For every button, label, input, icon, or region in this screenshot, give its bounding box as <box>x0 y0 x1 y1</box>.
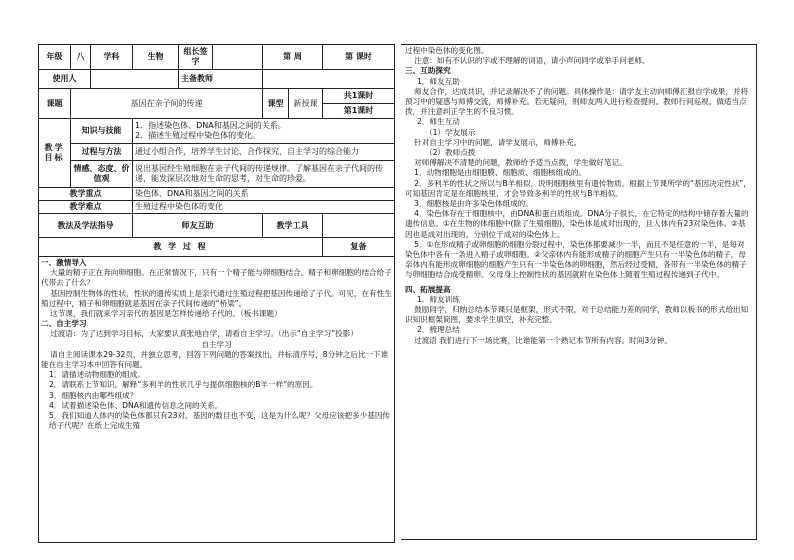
question-4: 4．试着描述染色体、DNA和遗传信息之间的关系。 <box>49 400 223 410</box>
group-sign-label: 组长签字 <box>179 45 213 70</box>
knowledge-value <box>133 119 395 144</box>
row-process-header <box>39 238 395 257</box>
knowledge-label: 知识与技能 <box>71 119 133 144</box>
user-value <box>91 70 179 89</box>
difficulty-value: 生殖过程中染色体的变化 <box>133 201 395 214</box>
subject-label: 学科 <box>91 45 133 70</box>
row-header-1 <box>39 45 395 70</box>
row-difficulty <box>39 201 395 214</box>
method-value: 师友互助 <box>133 214 263 238</box>
summary-paragraph: 过渡语 我们进行下一场比赛，比谁能第一个熟记本节所有内容。时间3分钟。 <box>414 335 672 345</box>
summary-title: 2．梳理总结 <box>417 325 460 335</box>
key-point-label: 教学重点 <box>39 188 133 201</box>
current-hour: 第1课时 <box>323 104 395 119</box>
note-paragraph: 注意：如有不认识的字或不理解的词语，请小声问同学或举手问老师。 <box>414 56 650 66</box>
training-paragraph: 鼓励同学，归纳总结本节课只是框架，形式不限，对于总结能力差的同学，教师以板书的形式给出知识知识框架简图，要求学生填空，补充完整。 <box>405 305 749 325</box>
question-2: 2．请联系上节知识，解释“多利羊的性状几乎与提供细胞核的B羊一样”的原因。 <box>49 380 318 390</box>
goals-label: 教学目标 <box>39 119 71 188</box>
answer-2: 2．多利羊的性状之所以与B羊相似，说明细胞核里有遗传物质。根据上节课所学的“基因决定性状”，可知基因肯定是在细胞核里，才会导致多利羊的性状与B羊相似。 <box>405 178 751 198</box>
lesson-table-container <box>38 44 394 543</box>
subject-value: 生物 <box>133 45 179 70</box>
row-process-body <box>39 257 395 543</box>
student-showcase-title: （1）学友展示 <box>425 127 476 137</box>
section-self-study-title: 二、自主学习 <box>41 319 87 329</box>
process-continuation-column <box>401 44 757 540</box>
teacher-student-title: 2．师生互动 <box>417 117 460 127</box>
tools-label: 教学工具 <box>263 214 323 238</box>
section-extension-title: 四、拓展提高 <box>405 284 451 294</box>
continuation-line: 过程中染色体的变化图。 <box>405 46 489 55</box>
total-hours: 共1课时 <box>323 89 395 104</box>
period-label: 第 课时 <box>323 45 395 70</box>
self-study-center-title: 自主学习 <box>201 339 232 349</box>
user-label: 使用人 <box>39 70 91 89</box>
topic-label: 课题 <box>39 89 71 119</box>
answer-5: 5．①在形成精子或卵细胞的细胞分裂过程中，染色体都要减少一半，而且不是任意的一半，是每对染色体中各有一条进入精子或卵细胞。②父亲体内有能形成精子的细胞产生只有一半染色体的精子，母亲体内有能形成卵细胞的细胞产生只有一半染色体的卵细胞，然后经过受精，各带有一半染色体的精子与卵细胞结合成受精卵。父母身上控制性状的基因就附在染色体上随着生殖过程传递到子代中。 <box>405 239 747 280</box>
row-goal-process <box>39 144 395 161</box>
process-body <box>39 257 395 543</box>
process-label: 过程与方法 <box>71 144 133 161</box>
emotion-label: 情感、态度、价值观 <box>71 161 133 188</box>
row-goal-knowledge <box>39 119 395 144</box>
emotion-value: 说出基因经生殖细胞在亲子代间的传递规律。了解基因在亲子代间的传递，能发深层次地对生命的思考，对生命的珍爱。 <box>133 161 395 188</box>
process-title: 教 学 过 程 <box>39 238 323 257</box>
student-showcase-paragraph: 针对自主学习中的问题，请学友展示，师傅补充。 <box>414 137 582 147</box>
method-label: 教法及学法指导 <box>39 214 133 238</box>
row-topic-1 <box>39 89 395 104</box>
grade-value: 八 <box>71 45 91 70</box>
tools-value <box>323 214 395 238</box>
self-study-paragraph-2: 请自主阅读课本29-32页，并独立思考，回答下列问题的答案找出，并标清序号，8分钟之后比一下谁能在自主学习本中回答有问题。 <box>41 349 389 370</box>
topic-value: 基因在亲子间的传递 <box>71 89 263 119</box>
training-title: 1．师友训练 <box>417 294 460 304</box>
teacher-label: 主备教师 <box>179 70 263 89</box>
self-study-paragraph-1: 过渡语：为了达到学习目标，大家要认真张地自学，请看自主学习。（出示“自主学习”投影） <box>50 329 358 339</box>
group-sign-value <box>213 45 263 70</box>
teacher-guidance-paragraph: 对师傅解决不清楚的问题，教师给予适当点拨，学生做好笔记。 <box>414 158 627 168</box>
lesson-type-label: 课型 <box>263 89 289 119</box>
week-label: 第 周 <box>263 45 323 70</box>
peer-help-title: 1．师友互助 <box>417 76 460 86</box>
answer-4: 4．染色体存在于细胞核中，由DNA和蛋白质组成。DNA分子很长，在它特定的结构中储存着大量的遗传信息。①在生物的体细胞中(除了生殖细胞)，染色体是成对出现的，且人体内有23对染色体。②基因也是成对出现的，分别位于成对的染色体上。 <box>405 209 749 239</box>
review-label: 复备 <box>323 238 395 257</box>
intro-paragraph-2: 基因控制生物体的性状，性状的遗传实质上是亲代通过生殖过程把基因传递给了子代。可见，在有性生殖过程中，精子和卵细胞就是基因在亲子代间传递的“桥梁”。 <box>41 288 392 308</box>
teacher-value <box>263 70 395 89</box>
row-header-2 <box>39 70 395 89</box>
grade-label: 年级 <box>39 45 71 70</box>
intro-paragraph-3: 这节课，我们就来学习亲代的基因是怎样传递给子代的。（板书课题） <box>50 309 282 319</box>
section-intro-title: 一、激情导入 <box>41 258 87 267</box>
answer-3: 3．细胞核是由许多染色体组成的。 <box>414 199 533 209</box>
process-value: 通过小组合作，培养学生讨论、合作探究、自主学习的综合能力 <box>133 144 395 161</box>
intro-paragraph-1: 大量的精子正在奔向卵细胞。在正常情况下，只有一个精子能与卵细胞结合。精子和卵细胞的结合给子代带去了什么？ <box>41 268 392 288</box>
question-5: 5．我们知道人体内的染色体都只有23对。基因的数目也不变，这是为什么呢？父母应该把多少基因传给子代呢？在纸上完成生殖 <box>49 411 391 431</box>
row-goal-emotion <box>39 161 395 188</box>
key-point-value: 染色体、DNA和基因之间的关系 <box>133 188 395 201</box>
difficulty-label: 教学难点 <box>39 201 133 214</box>
lesson-plan-table <box>38 44 395 543</box>
knowledge-item-2: 2．描述生殖过程中染色体的变化。 <box>135 131 261 140</box>
row-method <box>39 214 395 238</box>
section-cooperation-title: 三、互助探究 <box>405 66 451 76</box>
peer-help-paragraph: 师友合作，达成共识，并记录解决不了的问题。具体操作是：请学友主动向师傅汇报自学成果，并将预习中的疑惑与师傅交流，师傅补充。若无疑问，则师友两人进行检查提问。教师行间巡视，做适当点拨，并注意纠正学生的不良习惯。 <box>405 86 749 117</box>
answer-1: 1．动物细胞是由细胞膜、细胞质、细胞核组成的。 <box>414 168 587 178</box>
question-1: 1．请描述动物细胞的组成。 <box>49 370 145 380</box>
lesson-type-value: 新授课 <box>289 89 323 119</box>
teacher-guidance-title: （2）教师点拨 <box>425 148 476 158</box>
knowledge-item-1: 1．指述染色体、DNA和基因之间的关系。 <box>135 121 286 130</box>
row-key-point <box>39 188 395 201</box>
question-3: 3．细胞核内由哪些组成？ <box>49 390 138 400</box>
